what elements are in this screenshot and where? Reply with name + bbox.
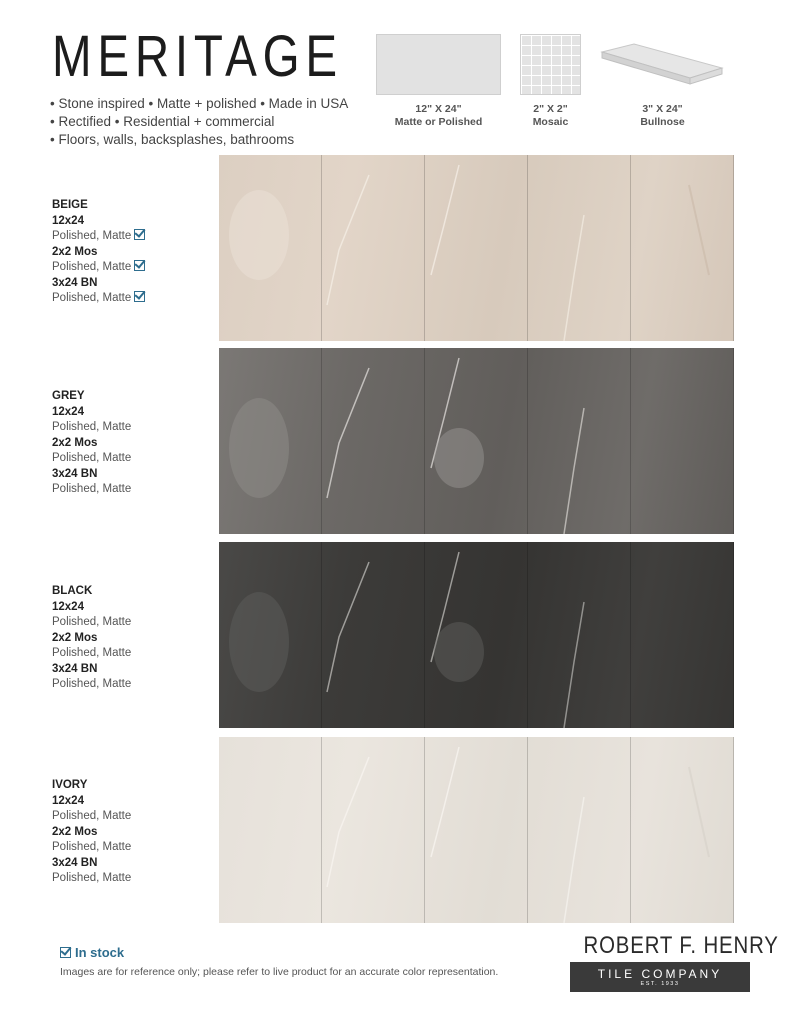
item-size: 3x24 BN [52, 276, 98, 289]
stone-veining [219, 155, 734, 341]
color-name: BEIGE [52, 199, 88, 211]
tile-image-beige [219, 155, 734, 341]
item-finish: Polished, Matte [52, 616, 132, 628]
format-size: 12" X 24" [415, 103, 462, 115]
color-name: GREY [52, 390, 85, 402]
item-finish: Polished, Matte [52, 483, 132, 495]
item-finish: Polished, Matte [52, 872, 132, 884]
item-size: 2x2 Mos [52, 245, 98, 258]
format-size: 3" X 24" [642, 103, 683, 115]
format-size: 2" X 2" [533, 103, 568, 115]
color-name: BLACK [52, 585, 93, 597]
item-finish: Polished, Matte [52, 292, 132, 304]
feature-line: • Floors, walls, backsplashes, bathrooms [50, 132, 295, 147]
bullnose-3x24-swatch [596, 38, 726, 94]
color-spec-grey [52, 389, 131, 498]
format-desc: Mosaic [532, 116, 569, 128]
item-size: 12x24 [52, 600, 84, 613]
tile-image-grey [219, 348, 734, 534]
stone-veining [219, 348, 734, 534]
logo-est: EST. 1933 [640, 981, 680, 987]
feature-list [50, 95, 348, 149]
disclaimer: Images are for reference only; please refer to live product for an accurate color representation. [60, 966, 499, 978]
in-stock-label: In stock [75, 945, 125, 960]
item-finish: Polished, Matte [52, 421, 132, 433]
format-12x24 [376, 103, 501, 129]
format-2x2 [510, 103, 591, 129]
item-size: 12x24 [52, 214, 84, 227]
in-stock-check-icon [134, 229, 145, 240]
feature-line: • Stone inspired • Matte + polished • Made in USA [50, 96, 349, 111]
color-spec-beige [52, 198, 145, 307]
item-size: 3x24 BN [52, 856, 98, 869]
format-desc: Bullnose [640, 116, 685, 128]
tile-12x24-swatch [376, 34, 501, 95]
in-stock-check-icon [134, 291, 145, 302]
stone-veining [219, 542, 734, 728]
logo-bar [570, 962, 750, 992]
color-spec-black [52, 584, 131, 693]
item-finish: Polished, Matte [52, 647, 132, 659]
in-stock-legend [60, 945, 124, 960]
in-stock-check-icon [134, 260, 145, 271]
item-size: 2x2 Mos [52, 631, 98, 644]
item-size: 12x24 [52, 794, 84, 807]
item-size: 3x24 BN [52, 467, 98, 480]
item-finish: Polished, Matte [52, 841, 132, 853]
item-finish: Polished, Matte [52, 230, 132, 242]
logo-company: TILE COMPANY [597, 967, 723, 981]
item-finish: Polished, Matte [52, 678, 132, 690]
item-finish: Polished, Matte [52, 810, 132, 822]
tile-image-ivory [219, 737, 734, 923]
logo-name: ROBERT F. HENRY [583, 932, 779, 959]
format-desc: Matte or Polished [394, 116, 483, 128]
format-3x24 [600, 103, 725, 129]
page-title: MERITAGE [52, 24, 343, 89]
feature-line: • Rectified • Residential + commercial [50, 114, 275, 129]
tile-image-black [219, 542, 734, 728]
item-size: 2x2 Mos [52, 436, 98, 449]
item-finish: Polished, Matte [52, 452, 132, 464]
item-size: 3x24 BN [52, 662, 98, 675]
item-size: 2x2 Mos [52, 825, 98, 838]
color-spec-ivory [52, 778, 131, 887]
item-size: 12x24 [52, 405, 84, 418]
company-logo [570, 932, 779, 992]
stone-veining [219, 737, 734, 923]
mosaic-2x2-swatch [520, 34, 581, 95]
item-finish: Polished, Matte [52, 261, 132, 273]
in-stock-check-icon [60, 947, 71, 958]
color-name: IVORY [52, 779, 88, 791]
